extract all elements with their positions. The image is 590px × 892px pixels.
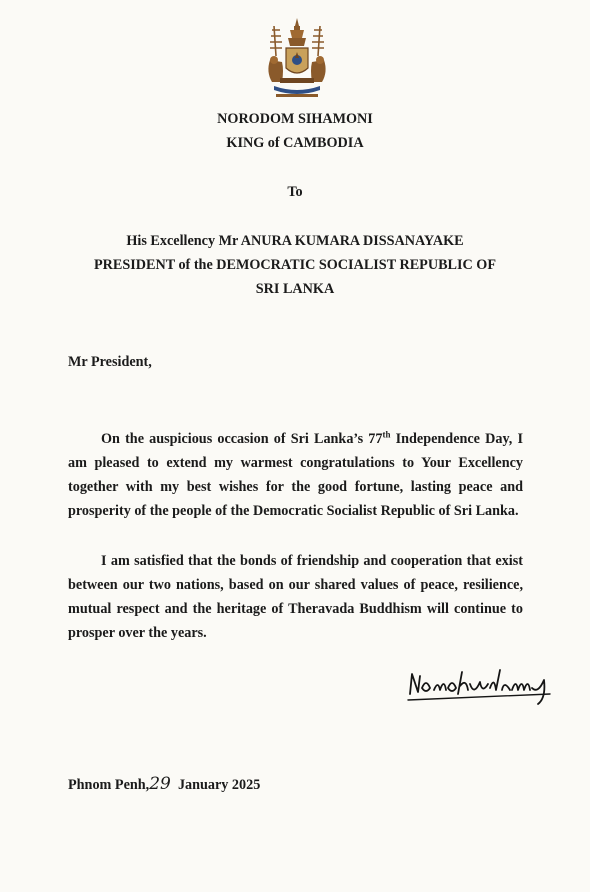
paragraph-line: mutual respect and the heritage of Theravada Buddhism will continue to	[68, 601, 523, 617]
ordinal-suffix: th	[382, 429, 391, 440]
paragraph-friendship	[68, 549, 523, 645]
paragraph-congratulations	[68, 427, 523, 523]
handwritten-day: 29	[149, 774, 171, 794]
paragraph-line: prosperity of the people of the Democratic Socialist Republic of Sri Lanka.	[68, 503, 519, 519]
paragraph-text: On the auspicious occasion of Sri Lanka’s 77	[101, 431, 383, 447]
paragraph-line: between our two nations, based on our shared values of peace, resilience,	[68, 577, 523, 593]
salutation: Mr President,	[68, 354, 152, 370]
place: Phnom Penh,	[68, 777, 150, 793]
paragraph-line: I am satisfied that the bonds of friendship and cooperation that exist	[101, 553, 523, 569]
to-label: To	[287, 184, 303, 200]
paragraph-line	[68, 427, 523, 451]
signature-icon	[404, 664, 560, 706]
recipient-line-1	[0, 229, 590, 253]
paragraph-text: Independence Day, I	[390, 431, 523, 447]
recipient-line-3: SRI LANKA	[255, 281, 335, 297]
paragraph-line: together with my best wishes for the good fortune, lasting peace and	[68, 479, 523, 495]
recipient-block	[0, 229, 590, 301]
sender-title: KING of CAMBODIA	[226, 135, 364, 151]
royal-crest-icon	[262, 16, 332, 102]
recipient-honorific: His Excellency Mr	[126, 233, 241, 249]
recipient-name: ANURA KUMARA DISSANAYAKE	[240, 233, 464, 249]
month-year: January 2025	[177, 777, 261, 793]
paragraph-line: prosper over the years.	[68, 625, 207, 641]
sender-name: NORODOM SIHAMONI	[217, 111, 373, 127]
paragraph-line: am pleased to extend my warmest congratulations to Your Excellency	[68, 455, 523, 471]
sender-block	[0, 107, 590, 155]
date-line	[68, 774, 260, 794]
recipient-line-2: PRESIDENT of the DEMOCRATIC SOCIALIST REPUBLIC OF	[93, 257, 497, 273]
